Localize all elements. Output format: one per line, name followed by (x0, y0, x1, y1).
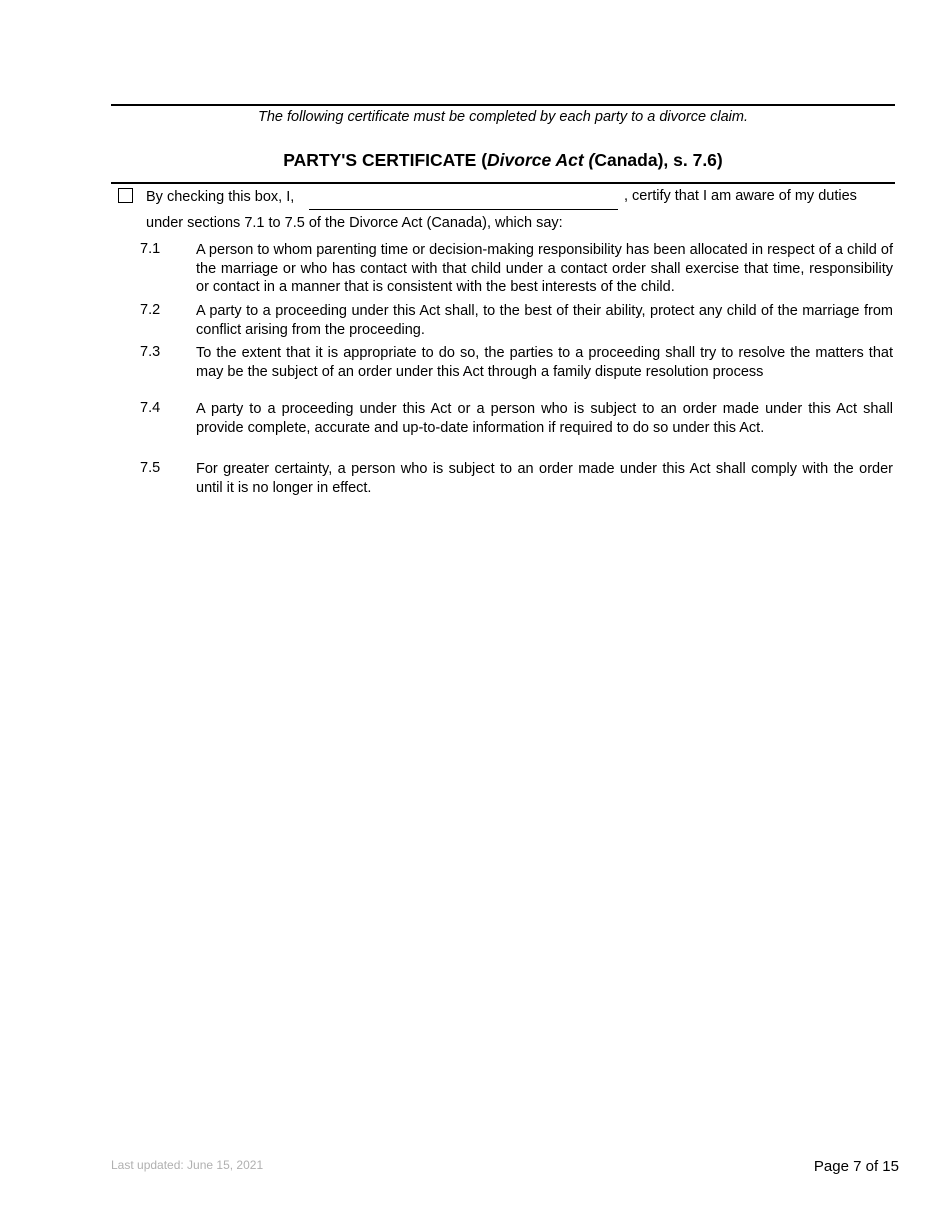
section-number: 7.4 (140, 400, 161, 416)
section-number: 7.5 (140, 460, 161, 476)
section-number: 7.3 (140, 344, 161, 360)
last-updated-text: Last updated: June 15, 2021 (111, 1158, 264, 1172)
certify-text-after: , certify that I am aware of my duties (624, 188, 857, 204)
section-text: A party to a proceeding under this Act or a person who is subject to an order made under this Act shall provide complete, accurate and up-to-date information if required to do so under this Act. (196, 401, 893, 436)
section-number: 7.1 (140, 241, 161, 257)
section-number: 7.2 (140, 302, 161, 318)
section-text: A person to whom parenting time or decision-making responsibility has been allocated in respect of a child of the marriage or who has contact with that child under a contact order shall exercise that time, responsibility or contact in a manner that is consistent with the best interests of the child. (196, 242, 893, 295)
party-name-field[interactable] (309, 186, 618, 210)
title-act-name: Divorce Act ( (487, 150, 595, 170)
title-part2: Canada), s. 7.6) (594, 150, 723, 170)
intro-instruction: The following certificate must be completed by each party to a divorce claim. (257, 109, 748, 125)
top-divider (111, 104, 895, 106)
title-part1: PARTY'S CERTIFICATE ( (283, 150, 488, 170)
certify-checkbox[interactable] (118, 188, 133, 203)
certify-text-line2: under sections 7.1 to 7.5 of the Divorce Act (Canada), which say: (146, 215, 563, 231)
page-number: Page 7 of 15 (813, 1158, 899, 1175)
certificate-title (111, 150, 895, 171)
certify-text-before: By checking this box, I, (146, 189, 295, 205)
section-text: A party to a proceeding under this Act shall, to the best of their ability, protect any child of the marriage from conflict arising from the proceeding. (196, 303, 893, 338)
section-text: To the extent that it is appropriate to do so, the parties to a proceeding shall try to resolve the matters that may be the subject of an order under this Act through a family dispute resolution process (196, 345, 893, 380)
title-divider (111, 182, 895, 184)
section-text: For greater certainty, a person who is subject to an order made under this Act shall comply with the order until it is no longer in effect. (196, 461, 893, 496)
